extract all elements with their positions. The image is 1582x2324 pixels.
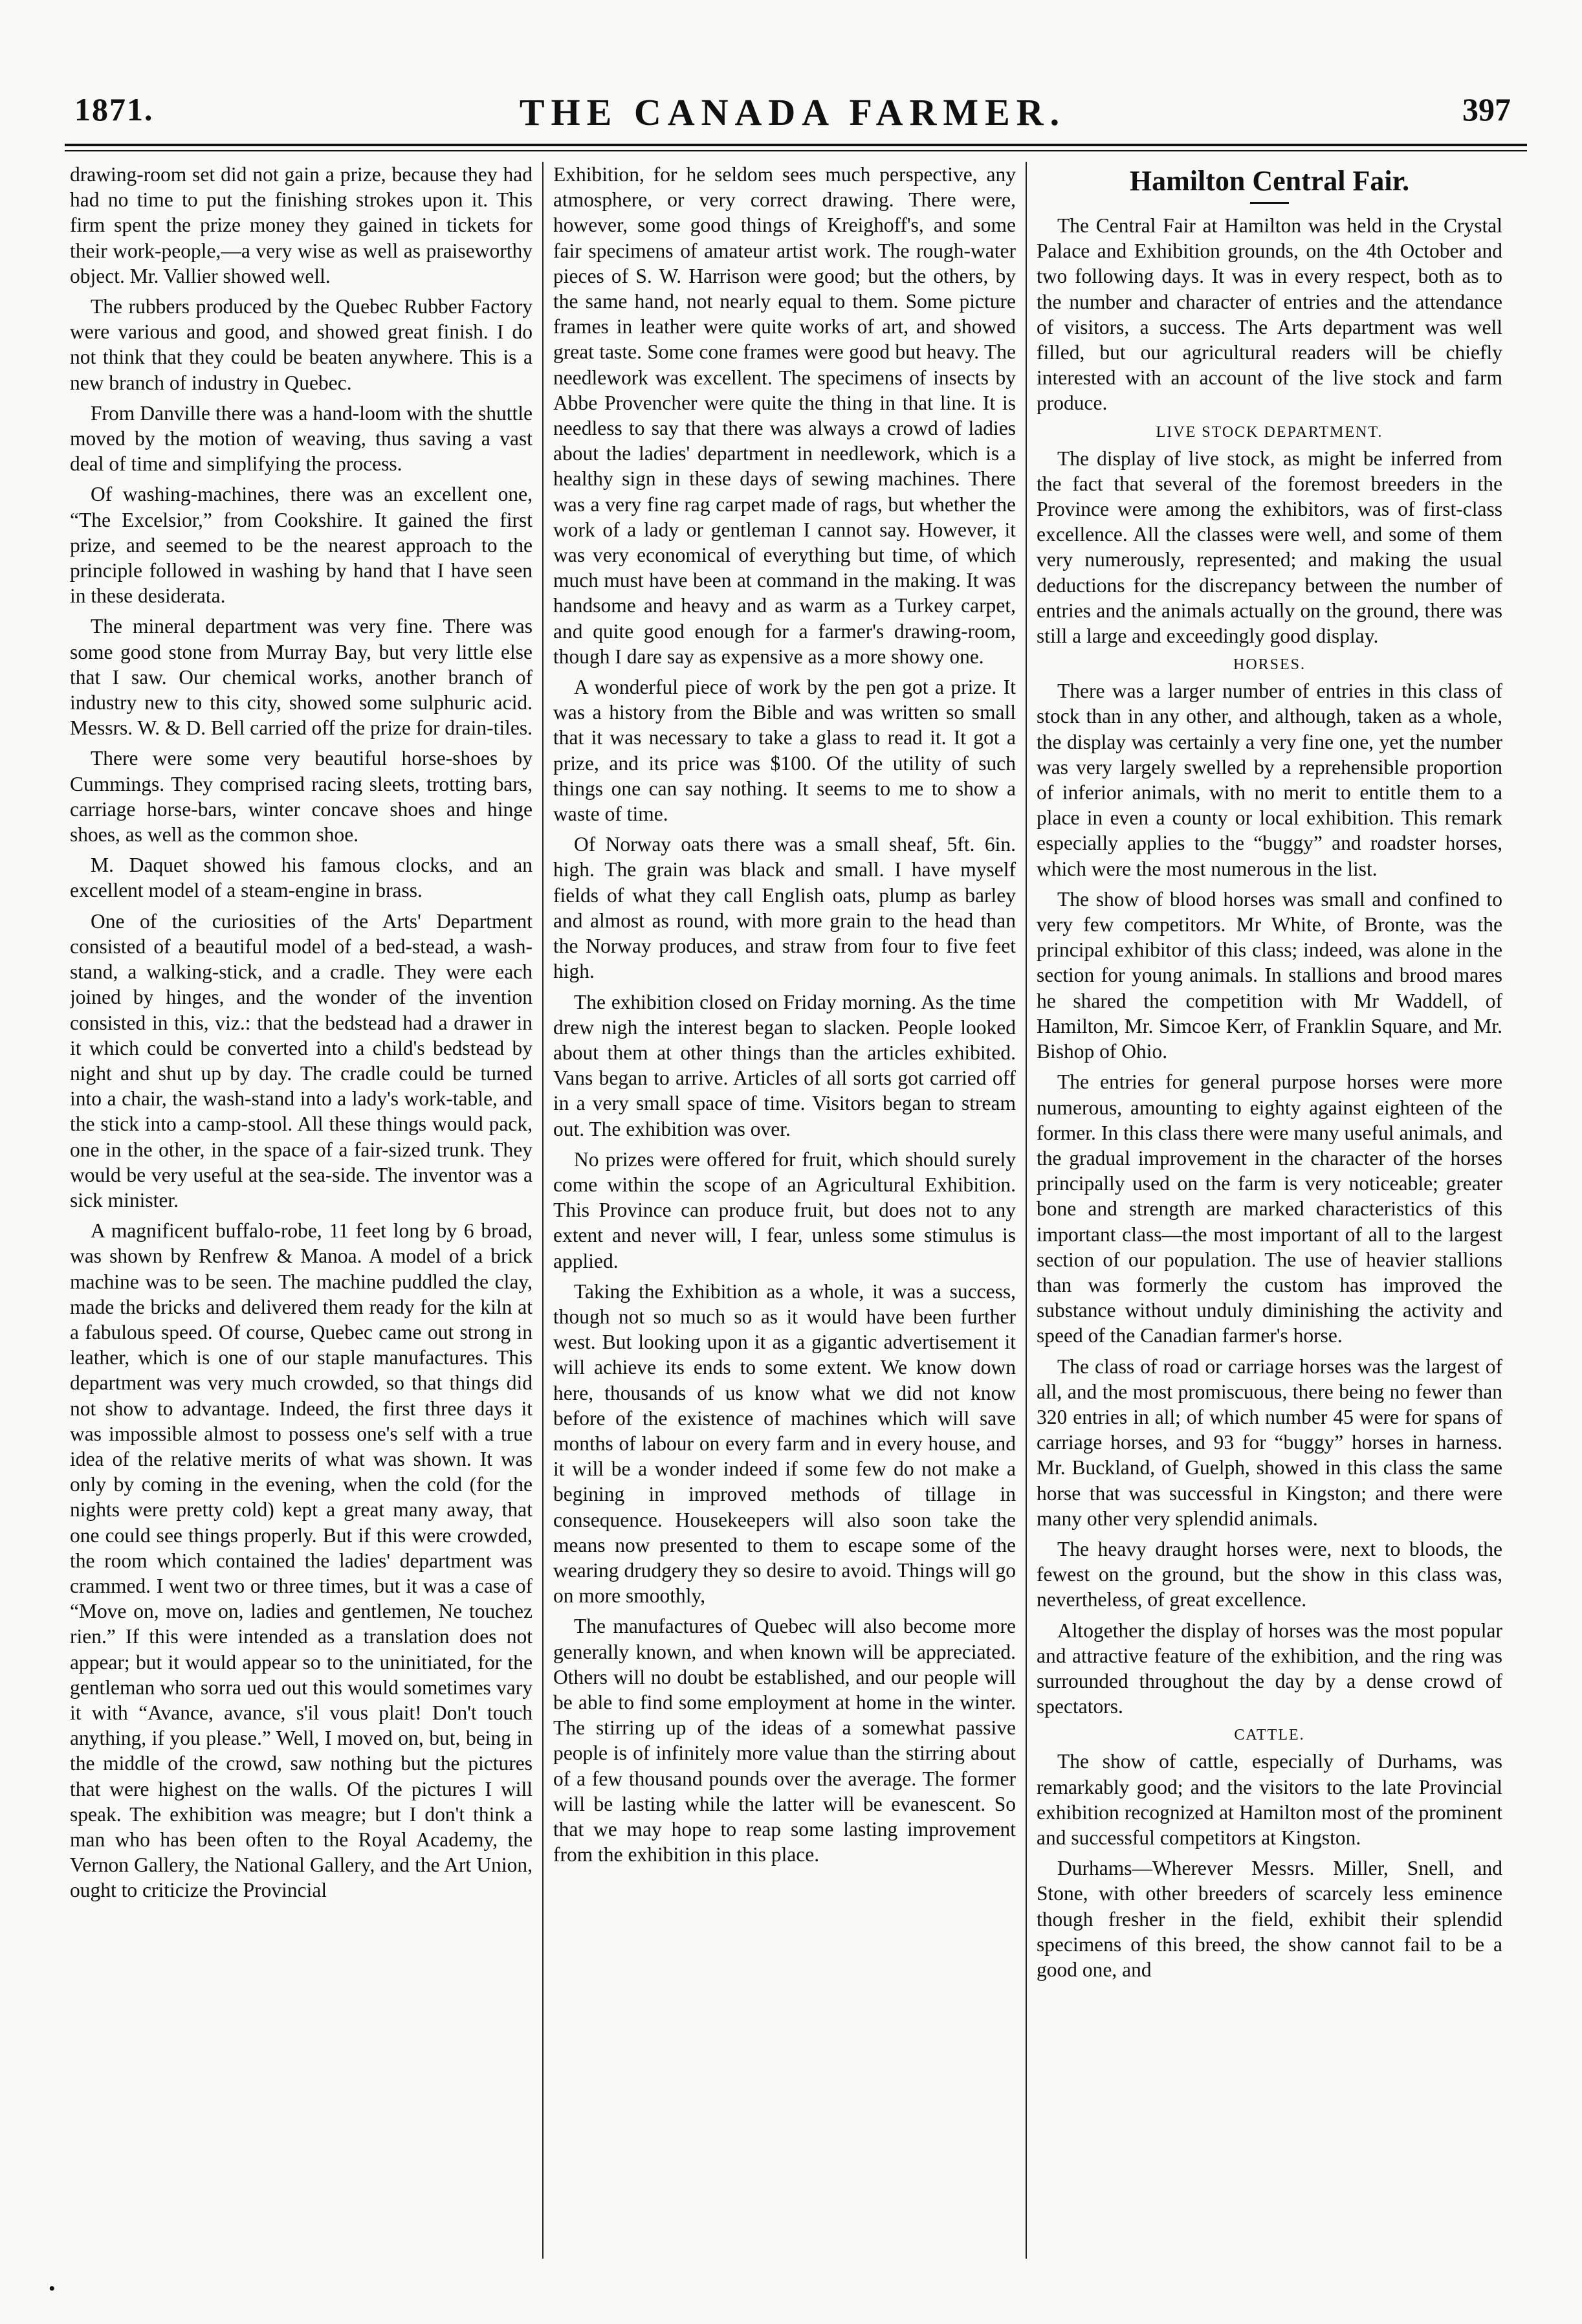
column-1 <box>70 162 533 2259</box>
paragraph: The rubbers produced by the Quebec Rubber Factory were various and good, and showed great finish. I do not think that they could be beaten anywhere. This is a new branch of industry in Quebec. <box>70 295 533 394</box>
page-mark: • <box>49 2278 56 2299</box>
section-heading-live-stock: LIVE STOCK DEPARTMENT. <box>1156 423 1383 441</box>
paragraph: The show of blood horses was small and confined to very few competitors. Mr White, of Bronte, was the principal exhibitor of this class; indeed, was alone in the section for young animals. In stallions and brood mares he shared the competition with Mr Waddell, of Hamilton, Mr. Simcoe Kerr, of Franklin Square, and Mr. Bishop of Ohio. <box>1037 887 1502 1063</box>
paragraph: A wonderful piece of work by the pen got a prize. It was a history from the Bible and was written so small that it was necessary to take a glass to read it. It got a prize, and its price was $100. Of the utility of such things one can say nothing. It seems to me to show a waste of time. <box>553 676 1016 826</box>
paragraph: The exhibition closed on Friday morning. As the time drew nigh the interest began to slacken. People looked about them at other things than the articles exhibited. Vans began to arrive. Articles of all sorts got carried off in a very small space of time. Visitors began to stream out. The exhibition was over. <box>553 990 1016 1140</box>
paragraph: drawing-room set did not gain a prize, because they had had no time to put the finishing strokes upon it. This firm spent the prize money they gained in tickets for their work-people,—a very wise as well as praiseworthy object. Mr. Vallier showed well. <box>70 163 533 287</box>
paragraph: One of the curiosities of the Arts' Department consisted of a beautiful model of a bed-stead, a wash-stand, a walking-stick, and a cradle. They were each joined by hinges, and the wonder of the invention consisted in this, viz.: that the bedstead had a drawer in it which could be converted into a child's bedstead by night and shut up by day. The cradle could be turned into a chair, the wash-stand into a lady's work-table, and the stick into a camp-stool. All these things would pack, one in the other, in the space of a fair-sized trunk. They would be very useful at the sea-side. The inventor was a sick minister. <box>70 909 533 1212</box>
heading-rule <box>1250 202 1289 204</box>
article-heading: Hamilton Central Fair. <box>1129 165 1410 197</box>
paragraph: Altogether the display of horses was the most popular and attractive feature of the exhibition, and the ring was surrounded throughout the day by a dense crowd of spectators. <box>1037 1619 1502 1718</box>
paragraph: There were some very beautiful horse-shoes by Cummings. They comprised racing sleets, trotting bars, carriage horse-bars, winter concave shoes and hinge shoes, as well as the common shoe. <box>70 747 533 847</box>
newspaper-title: THE CANADA FARMER. <box>519 91 1066 133</box>
issue-year: 1871. <box>74 91 154 127</box>
paragraph: The class of road or carriage horses was the largest of all, and the most promiscuous, there being no fewer than 320 entries in all; of which number 45 were for spans of carriage horses, and 93 for “buggy” horses in harness. Mr. Buckland, of Guelph, showed in this class the same horse that was successful in Kingston; and there were many other very splendid animals. <box>1037 1355 1502 1530</box>
header-rule-thin <box>65 150 1527 151</box>
paragraph: M. Daquet showed his famous clocks, and an excellent model of a steam-engine in brass. <box>70 854 533 902</box>
masthead <box>74 91 1511 149</box>
paragraph: The heavy draught horses were, next to bloods, the fewest on the ground, but the show in this class was, nevertheless, of great excellence. <box>1037 1537 1502 1611</box>
paragraph: The display of live stock, as might be inferred from the fact that several of the foremost breeders in the Province were among the exhibitors, was of first-class excellence. All the classes were well, and some of them very numerously, represented; and making the usual deductions for the discrepancy between the number of entries and the animals actually on the ground, there was still a large and exceedingly good display. <box>1037 447 1502 648</box>
paragraph: The manufactures of Quebec will also become more generally known, and when known will be appreciated. Others will no doubt be established, and our people will be able to find some employment at home in the winter. The stirring up of the ideas of a somewhat passive people is of infinitely more value than the stirring about of a few thousand pounds over the average. The former will be lasting while the latter will be evanescent. So that we may hope to reap some lasting improvement from the exhibition in this place. <box>553 1615 1016 1866</box>
header-rule <box>65 144 1527 146</box>
paragraph: The Central Fair at Hamilton was held in the Crystal Palace and Exhibition grounds, on the 4th October and two following days. It was in every respect, both as to the number and character of entries and the attendance of visitors, a success. The Arts department was well filled, but our agricultural readers will be chiefly interested with an account of the live stock and farm produce. <box>1037 214 1502 415</box>
column-divider <box>1026 162 1027 2259</box>
paragraph: From Danville there was a hand-loom with the shuttle moved by the motion of weaving, thus saving a vast deal of time and simplifying the process. <box>70 401 533 476</box>
column-divider <box>542 162 544 2259</box>
column-2 <box>553 162 1016 2259</box>
paragraph: Taking the Exhibition as a whole, it was a success, though not so much so as it would have been further west. But looking upon it as a gigantic advertisement it will achieve its ends to some extent. We know down here, thousands of us know what we did not know before of the existence of machines which will save months of labour on every farm and in every house, and it will be a wonder indeed if some few do not make a begining in improved methods of tillage in consequence. Housekeepers will also soon take the means now presented to them to escape some of the wearing drudgery they so desire to avoid. Things will go on more smoothly, <box>553 1279 1016 1608</box>
paragraph: Durhams—Wherever Messrs. Miller, Snell, and Stone, with other breeders of scarcely less eminence though fresher in the field, exhibit their splendid specimens of this breed, the show cannot fail to be a good one, and <box>1037 1857 1502 1981</box>
paragraph: Of washing-machines, there was an excellent one, “The Excelsior,” from Cookshire. It gained the first prize, and seemed to be the nearest approach to the principle followed in washing by hand that I have seen in these desiderata. <box>70 483 533 608</box>
paragraph: No prizes were offered for fruit, which should surely come within the scope of an Agricultural Exhibition. This Province can produce fruit, but does not to any extent and never will, I fear, unless some stimulus is applied. <box>553 1147 1016 1272</box>
paragraph: The entries for general purpose horses were more numerous, amounting to eighty against eighteen of the former. In this class there were many useful animals, and the gradual improvement in the character of the horses principally used on the farm is very noticeable; greater bone and strength are marked characteristics of this important class—the most important of all to the largest section of our population. The use of heavier stallions than was formerly the custom has improved the substance without unduly diminishing the activity and speed of the Canadian farmer's horse. <box>1037 1070 1502 1347</box>
section-heading-cattle: CATTLE. <box>1234 1727 1305 1744</box>
paragraph: A magnificent buffalo-robe, 11 feet long by 6 broad, was shown by Renfrew & Manoa. A model of a brick machine was to be seen. The machine puddled the clay, made the bricks and delivered them ready for the kiln at a fabulous speed. Of course, Quebec came out strong in leather, which is one of our staple manufactures. This department was very much crowded, so that things did not show to advantage. Indeed, the first three days it was impossible almost to possess one's self with a true idea of the relative merits of what was shown. It was only by coming in the evening, when the cold (for the nights were pretty cold) kept a great many away, that one could see things properly. But if this were crowded, the room which contained the ladies' department was crammed. I went two or three times, but it was a case of “Move on, move on, ladies and gentlemen, Ne touchez rien.” If this were intended as a translation does not appear; but it would appear so to the uninitiated, for the gentleman who sorra ued out this would sometimes vary it with “Avance, avance, s'il vous plait! Don't touch anything, if you please.” Well, I moved on, but, being in the middle of the crowd, saw nothing but the pictures that were highest on the walls. Of the pictures I will speak. The exhibition was meagre; but I don't think a man who has been often to the Royal Academy, the Vernon Gallery, the National Gallery, and the Art Union, ought to criticize the Provincial <box>70 1219 533 1902</box>
paragraph: The mineral department was very fine. There was some good stone from Murray Bay, but very little else that I saw. Our chemical works, another branch of industry new to this city, showed some sulphuric acid. Messrs. W. & D. Bell carried off the prize for drain-tiles. <box>70 615 533 740</box>
paragraph: There was a larger number of entries in this class of stock than in any other, and although, taken as a whole, the display was certainly a very fine one, yet the number was very largely swelled by a reprehensible proportion of inferior animals, with no merit to entitle them to a place in even a county or local exhibition. This remark especially applies to the “buggy” and roadster horses, which were the most numerous in the list. <box>1037 680 1502 880</box>
page-number: 397 <box>1462 91 1511 127</box>
paragraph: Exhibition, for he seldom sees much perspective, any atmosphere, or very correct drawing. There were, however, some good things of Kreighoff's, and some fair specimens of amateur artist work. The rough-water pieces of S. W. Harrison were good; but the others, by the same hand, not nearly equal to them. Some picture frames in leather were quite works of art, and showed great taste. Some cone frames were good but heavy. The needlework was excellent. The specimens of insects by Abbe Provencher were quite the thing in that line. It is needless to say that there was always a crowd of ladies about the ladies' department in needlework, which is a healthy sign in these days of sewing machines. There was a very fine rag carpet made of rags, but whether the work of a lady or gentleman I cannot say. However, it was very economical of everything but time, of which much must have been at command in the making. It was handsome and heavy and as warm as a Turkey carpet, and quite good enough for a farmer's drawing-room, though I dare say as expensive as a more showy one. <box>553 163 1016 668</box>
paragraph: The show of cattle, especially of Durhams, was remarkably good; and the visitors to the late Provincial exhibition recognized at Hamilton most of the prominent and successful competitors at Kingston. <box>1037 1750 1502 1849</box>
column-3 <box>1037 162 1502 2259</box>
paragraph: Of Norway oats there was a small sheaf, 5ft. 6in. high. The grain was black and small. I have myself fields of what they call English oats, plump as barley and almost as round, with more grain to the head than the Norway produces, and straw from four to five feet high. <box>553 833 1016 983</box>
section-heading-horses: HORSES. <box>1233 656 1306 674</box>
